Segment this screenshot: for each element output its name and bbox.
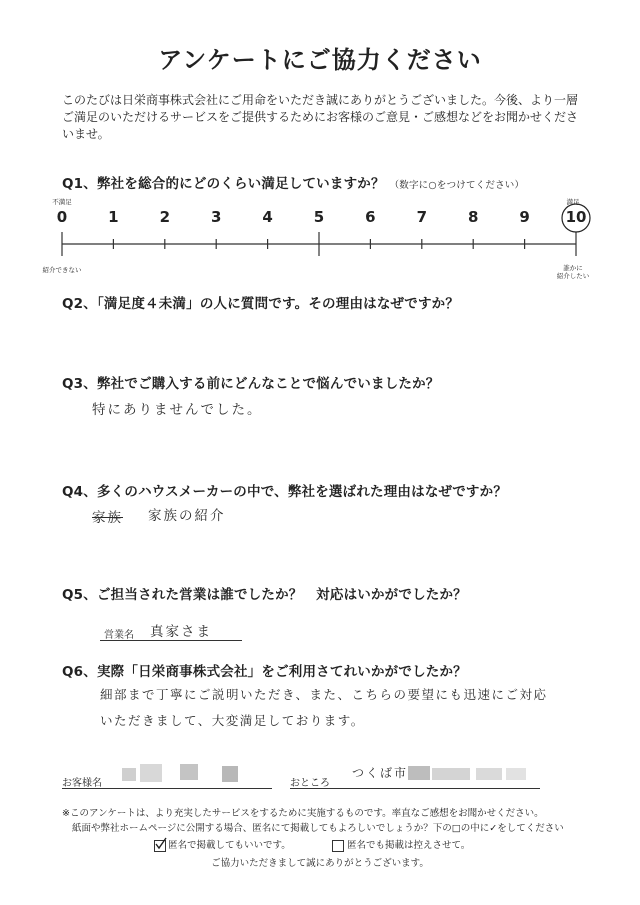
q1-scale-option-7[interactable]: 7: [416, 208, 428, 226]
q4-answer-struck: 家族: [92, 510, 123, 526]
q5-staff-answer: 真家さま: [150, 624, 212, 640]
page-title: アンケートにご協力ください: [158, 46, 482, 74]
q1-scale-option-4[interactable]: 4: [262, 208, 273, 226]
q5-staff-label: 営業名: [104, 630, 134, 641]
q1-scale-option-10[interactable]: 10: [565, 208, 587, 226]
redacted-block: [408, 766, 430, 780]
footer-note2: 紙面や弊社ホームページに公開する場合、匿名にて掲載してもよろしいでしょうか？下の□の中に✓をしてください: [72, 823, 564, 834]
q1-label-high-bottom-line2: 紹介したい: [556, 272, 590, 280]
q4-answer: 家族の紹介: [148, 508, 226, 524]
intro-text: このたびは日栄商事株式会社にご用命をいただき誠にありがとうございました。今後、より一層ご満足のいただけるサービスをご提供するためにお客様のご意見・ご感想などをお聞かせくださいませ。: [62, 93, 579, 141]
q1-label-low-top: 不満足: [52, 198, 72, 206]
q2-question: Q2、「満足度４未満」の人に質問です。その理由はなぜですか？: [62, 296, 460, 312]
q1-scale-option-1[interactable]: 1: [108, 208, 119, 226]
customer-name-underline: [62, 788, 272, 789]
q6-question: Q6、実際「日栄商事株式会社」をご利用さてれいかがでしたか？: [62, 664, 467, 680]
q1-scale-option-3[interactable]: 3: [210, 208, 222, 226]
footer-thanks: ご協力いただきまして誠にありがとうございます。: [211, 858, 429, 869]
option-yes-checkbox[interactable]: [154, 840, 166, 852]
customer-name-label: お客様名: [62, 778, 102, 789]
q6-answer-line2: いただきまして、大変満足しております。: [100, 713, 365, 728]
q4-question: Q4、多くのハウスメーカーの中で、弊社を選ばれた理由はなぜですか？: [62, 484, 508, 500]
q1-label-high-bottom: [556, 264, 590, 280]
redacted-block: [506, 768, 526, 780]
check-icon: [154, 837, 168, 851]
q1-label-low-bottom: 紹介できない: [42, 266, 82, 274]
q1-scale-option-8[interactable]: 8: [467, 208, 479, 226]
customer-address-label: おところ: [290, 778, 330, 789]
option-no-label: 匿名でも掲載は控えさせて。: [347, 840, 471, 851]
q1-scale-option-0[interactable]: 0: [56, 208, 68, 226]
q1-scale-option-2[interactable]: 2: [159, 208, 171, 226]
q3-answer: 特にありませんでした。: [92, 402, 263, 418]
footer-note1: ※このアンケートは、より充実したサービスをするために実施するものです。率直なご感想をお聞かせください。: [62, 808, 544, 819]
q5-staff-underline: [100, 640, 242, 641]
customer-address-value: つくば市: [352, 766, 409, 780]
q1-text: Q1、弊社を総合的にどのくらい満足していますか？: [62, 176, 385, 192]
redacted-block: [222, 766, 238, 782]
redacted-block: [432, 768, 470, 780]
redacted-block: [180, 764, 198, 780]
redacted-block: [476, 768, 502, 780]
q1-scale-option-9[interactable]: 9: [519, 208, 530, 226]
q1-label-high-top: 満足: [566, 198, 580, 206]
option-yes[interactable]: [154, 838, 291, 853]
option-no-checkbox[interactable]: [332, 840, 344, 852]
q1-note: （数字に○をつけてください）: [389, 180, 525, 191]
q1-scale-graphic: [0, 200, 640, 270]
q1-question: [62, 172, 524, 192]
customer-address-underline: [290, 788, 540, 789]
option-yes-label: 匿名で掲載してもいいです。: [168, 840, 291, 851]
q1-scale-option-5[interactable]: 5: [313, 208, 325, 226]
q1-selected-circle: [562, 204, 590, 232]
q6-answer-line1: 細部まで丁寧にご説明いただき、また、こちらの要望にも迅速にご対応: [100, 687, 548, 702]
redacted-block: [140, 764, 162, 782]
q3-question: Q3、弊社でご購入する前にどんなことで悩んでいましたか？: [62, 376, 440, 392]
q5-question: Q5、ご担当された営業は誰でしたか？ 対応はいかがでしたか？: [62, 587, 467, 603]
option-no[interactable]: [332, 838, 470, 853]
q1-label-high-bottom-line1: 誰かに: [563, 264, 583, 272]
q1-scale-option-6[interactable]: 6: [365, 208, 376, 226]
redacted-block: [122, 768, 136, 781]
